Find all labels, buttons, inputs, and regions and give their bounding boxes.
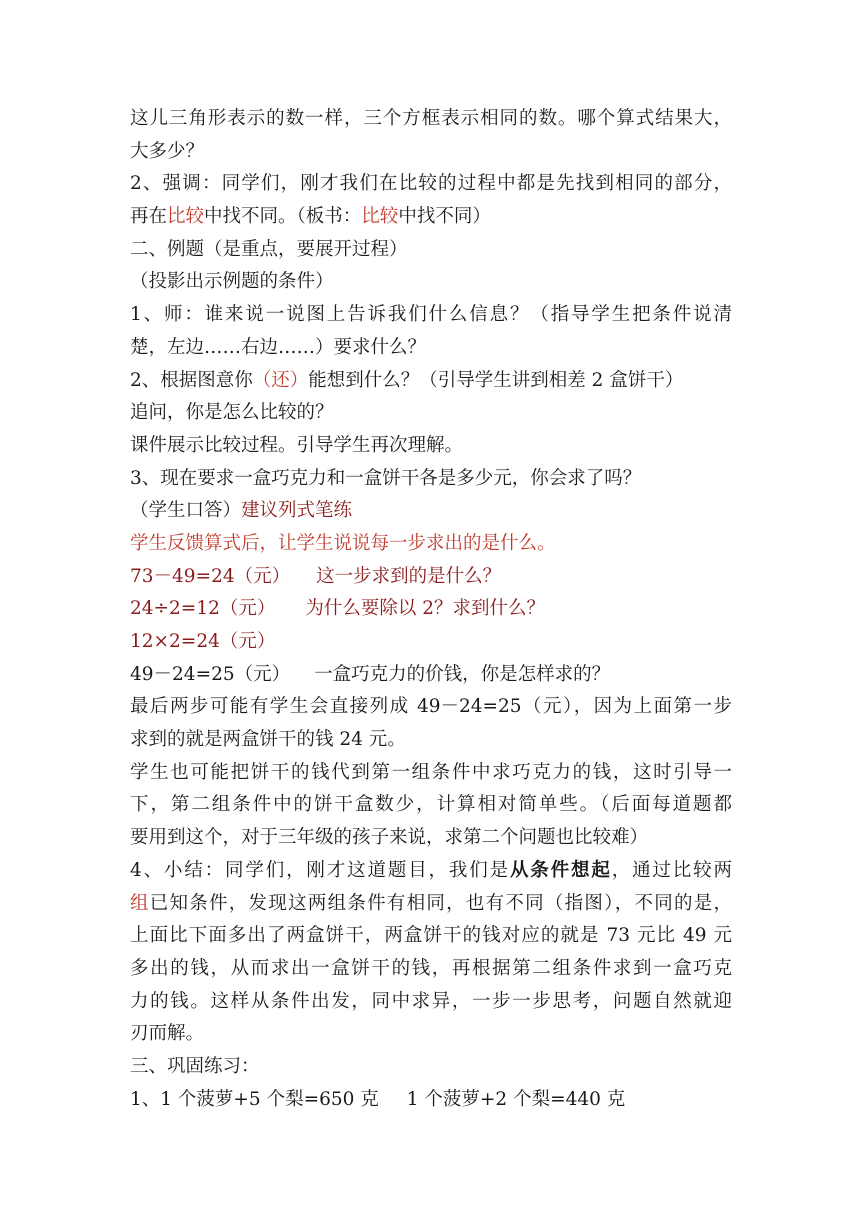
text-run: ，通过比较两 [611,859,732,881]
text-run: 中找不同。（板书： [204,206,362,228]
formula-line [130,593,732,626]
paragraph-line: 下，第二组条件中的饼干盒数少，计算相对简单些。（后面每道题都 [130,794,732,816]
formula: 24÷2=12（元） [130,598,276,620]
paragraph-line: （投影出示例题的条件） [130,271,334,293]
paragraph-line: 学生反馈算式后，让学生说说每一步求出的是什么。 [130,532,556,554]
paragraph-line: 刃而解。 [130,1023,205,1045]
paragraph-line [130,201,732,234]
paragraph-line: 学生也可能把饼干的钱代到第一组条件中求巧克力的钱，这时引导一 [130,761,732,783]
paragraph-line: 多出的钱，从而求出一盒饼干的钱，再根据第二组条件求到一盒巧克 [130,957,732,979]
paragraph-line: 这儿三角形表示的数一样，三个方框表示相同的数。哪个算式结果大， [130,108,732,129]
formula-line [130,561,732,594]
paragraph-line: 求到的就是两盒饼干的钱 24 元。 [130,729,406,751]
paragraph-line: 1、师：谁来说一说图上告诉我们什么信息？（指导学生把条件说清 [130,304,732,326]
formula-line [130,659,732,692]
section-heading: 二、例题（是重点，要展开过程） [130,238,408,260]
paragraph-line: 大多少？ [130,140,205,162]
text-run: 中找不同） [398,206,491,228]
highlight-text: 比较 [361,206,399,228]
paragraph-line: 力的钱。这样从条件出发，同中求异，一步一步思考，问题自然就迎 [130,990,732,1012]
formula-question: 一盒巧克力的价钱，你是怎样求的？ [314,663,611,685]
section-heading: 三、巩固练习： [130,1055,260,1077]
exercise-condition: 1 个菠萝+2 个梨=440 克 [406,1088,626,1110]
formula: 73－49=24（元） [130,565,291,587]
formula-question: 为什么要除以 2？求到什么？ [305,598,546,620]
paragraph-line: 楚，左边……右边……）要求什么？ [130,336,427,358]
document-body [130,103,732,1116]
text-run: 再在 [130,206,168,228]
exercise-condition: 1、1 个菠萝+5 个梨=650 克 [130,1088,379,1110]
text-run: （学生口答） [130,500,242,522]
highlight-text: 建议列式笔练 [241,500,353,522]
paragraph-line [130,495,732,528]
paragraph-line: 要用到这个，对于三年级的孩子来说，求第二个问题也比较难） [130,827,649,849]
formula-question: 这一步求到的是什么？ [316,565,502,587]
paragraph-line: 上面比下面多出了两盒饼干，两盒饼干的钱对应的就是 73 元比 49 元 [130,925,732,947]
paragraph-line: 追问，你是怎么比较的？ [130,402,334,424]
text-run: 已知条件，发现这两组条件有相同，也有不同（指图），不同的是， [149,892,732,914]
highlight-text: 比较 [167,206,205,228]
paragraph-line: 3、现在要求一盒巧克力和一盒饼干各是多少元，你会求了吗？ [130,467,642,489]
bold-text: 从条件想起 [509,859,612,881]
paragraph-line: 2、强调：同学们，刚才我们在比较的过程中都是先找到相同的部分， [130,173,732,195]
paragraph-line: 最后两步可能有学生会直接列成 49－24=25（元），因为上面第一步 [130,696,732,718]
formula: 49－24=25（元） [130,663,291,685]
text-run: 能想到什么？（引导学生讲到相差 2 盒饼干） [308,369,684,391]
highlight-text: 组 [130,892,150,914]
text-run: 2、根据图意你 [130,369,253,391]
paragraph-line: 课件展示比较过程。引导学生再次理解。 [130,434,464,456]
formula-line: 12×2=24（元） [130,631,276,652]
text-run: 4、小结：同学们，刚才这道题目，我们是 [130,859,510,881]
exercise-line [130,1084,732,1117]
paragraph-line [130,888,732,921]
paragraph-line [130,855,732,888]
paragraph-line [130,365,732,398]
highlight-text: （还） [252,369,309,391]
